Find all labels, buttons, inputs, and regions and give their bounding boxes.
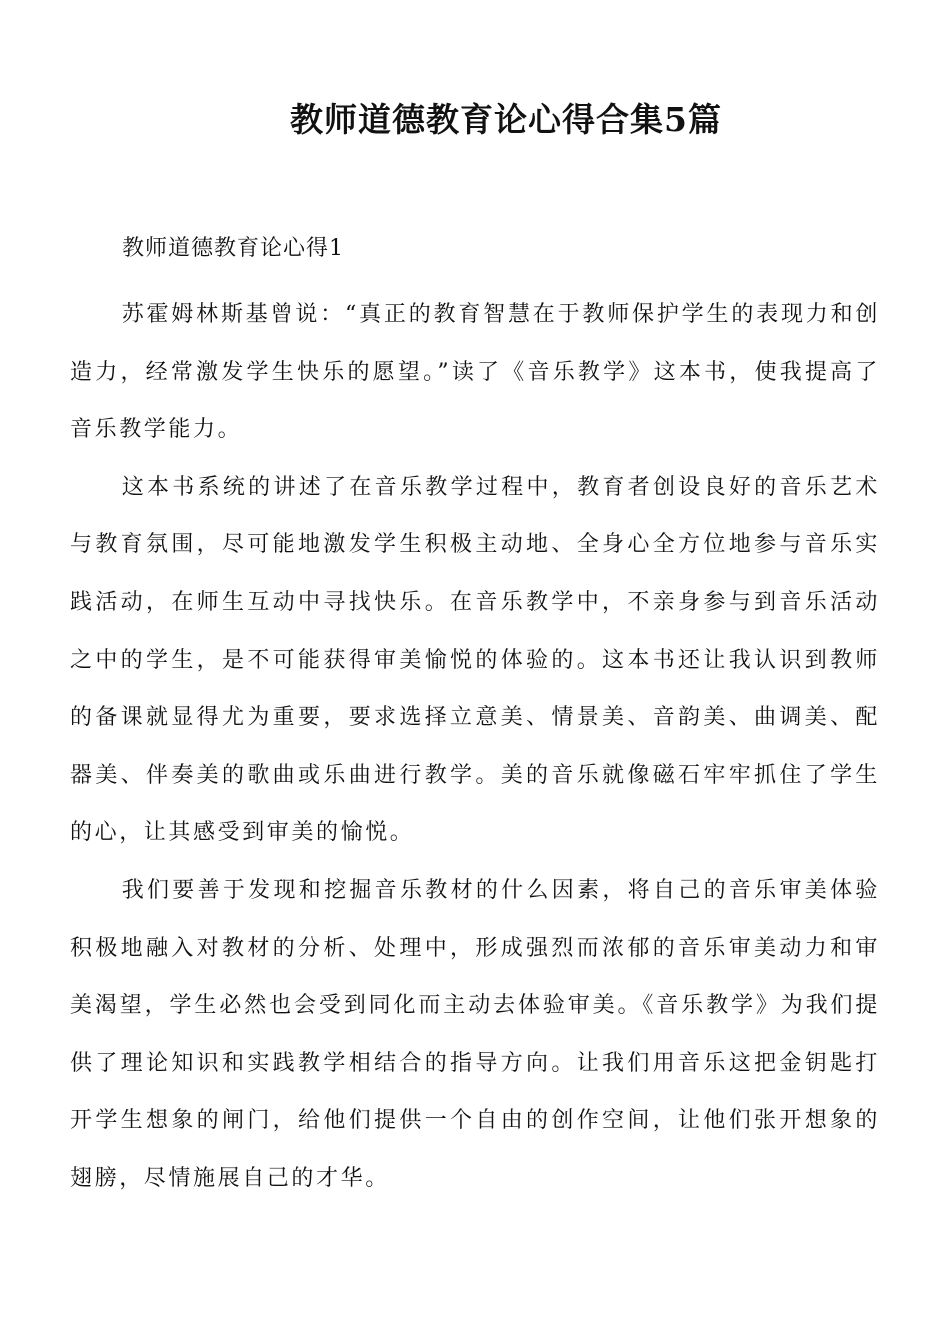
paragraph: 我们要善于发现和挖掘音乐教材的什么因素，将自己的音乐审美体验积极地融入对教材的分析、处理中，形成强烈而浓郁的音乐审美动力和审美渴望，学生必然也会受到同化而主动去体验审美。《音乐教学》为我们提供了理论知识和实践教学相结合的指导方向。让我们用音乐这把金钥匙打开学生想象的闸门，给他们提供一个自由的创作空间，让他们张开想象的翅膀，尽情施展自己的才华。 [70, 877, 880, 1191]
paragraph: 这本书系统的讲述了在音乐教学过程中，教育者创设良好的音乐艺术与教育氛围，尽可能地激发学生积极主动地、全身心全方位地参与音乐实践活动，在师生互动中寻找快乐。在音乐教学中，不亲身参与到音乐活动之中的学生，是不可能获得审美愉悦的体验的。这本书还让我认识到教师的备课就显得尤为重要，要求选择立意美、情景美、音韵美、曲调美、配器美、伴奏美的歌曲或乐曲进行教学。美的音乐就像磁石牢牢抓住了学生的心，让其感受到审美的愉悦。 [70, 474, 880, 846]
document-body [70, 286, 880, 1208]
section-heading: 教师道德教育论心得1 [122, 236, 344, 261]
paragraph: 苏霍姆林斯基曾说：“真正的教育智慧在于教师保护学生的表现力和创造力，经常激发学生快乐的愿望。”读了《音乐教学》这本书，使我提高了音乐教学能力。 [70, 302, 880, 443]
document-title: 教师道德教育论心得合集5篇 [290, 100, 722, 139]
